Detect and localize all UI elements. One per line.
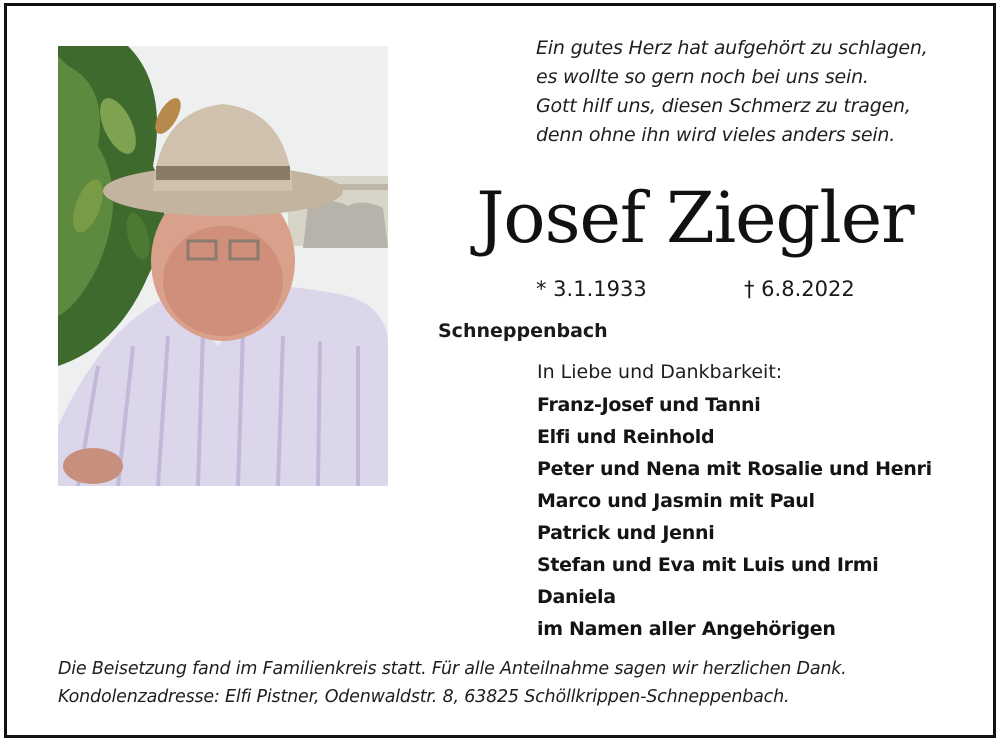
portrait-photo <box>58 46 388 486</box>
mourner-entry: Elfi und Reinhold <box>537 426 715 448</box>
poem-line: denn ohne ihn wird vieles anders sein. <box>536 124 896 146</box>
poem-line: Ein gutes Herz hat aufgehört zu schlagen, <box>536 37 928 59</box>
poem-line: es wollte so gern noch bei uns sein. <box>536 66 869 88</box>
mourners-list <box>537 389 932 645</box>
mourner-entry: Patrick und Jenni <box>537 522 715 544</box>
death-date: † 6.8.2022 <box>744 277 855 301</box>
portrait-illustration <box>58 46 388 486</box>
funeral-notice-footer <box>58 655 978 711</box>
burial-note: Die Beisetzung fand im Familienkreis statt. Für alle Anteilnahme sagen wir herzlichen Dank. <box>58 659 847 679</box>
mourner-entry: im Namen aller Angehörigen <box>537 618 836 640</box>
condolence-address: Kondolenzadresse: Elfi Pistner, Odenwaldstr. 8, 63825 Schöllkrippen-Schneppenbach. <box>58 687 790 707</box>
deceased-name: Josef Ziegler <box>476 177 914 259</box>
memorial-poem <box>536 34 976 150</box>
mourner-entry: Peter und Nena mit Rosalie und Henri <box>537 458 932 480</box>
thanks-intro: In Liebe und Dankbarkeit: <box>537 361 783 383</box>
mourner-entry: Franz-Josef und Tanni <box>537 394 761 416</box>
mourner-entry: Stefan und Eva mit Luis und Irmi <box>537 554 879 576</box>
mourner-entry: Marco und Jasmin mit Paul <box>537 490 815 512</box>
mourner-entry: Daniela <box>537 586 616 608</box>
birth-date: * 3.1.1933 <box>536 277 647 301</box>
home-town: Schneppenbach <box>438 320 608 342</box>
poem-line: Gott hilf uns, diesen Schmerz zu tragen, <box>536 95 911 117</box>
